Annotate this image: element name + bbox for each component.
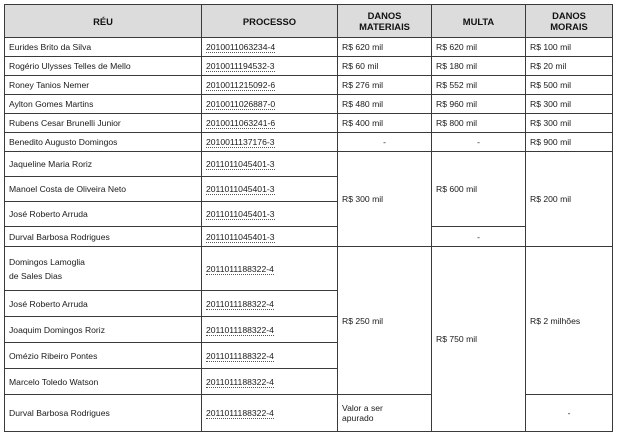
danos-morais-cell: - <box>526 395 613 432</box>
reu-cell: Durval Barbosa Rodrigues <box>5 395 202 432</box>
reu-cell <box>5 247 202 291</box>
reu-cell: Rogério Ulysses Telles de Mello <box>5 57 202 76</box>
processo-number[interactable]: 2011011188322-4 <box>206 350 274 361</box>
group1-multa-cell: R$ 600 mil <box>432 152 526 227</box>
reu-cell: Joaquim Domingos Roriz <box>5 317 202 343</box>
processo-cell[interactable] <box>202 202 338 227</box>
header-danos-morais <box>526 5 613 38</box>
processo-number[interactable]: 2011011045401-3 <box>206 159 275 169</box>
danos-materiais-cell: R$ 60 mil <box>338 57 432 76</box>
table-row <box>5 95 613 114</box>
table-row <box>5 247 613 291</box>
multa-cell: R$ 800 mil <box>432 114 526 133</box>
multa-cell: - <box>432 133 526 152</box>
processo-number[interactable]: 2011011188322-4 <box>206 324 274 335</box>
processo-cell[interactable] <box>202 227 338 247</box>
defendants-table <box>4 4 613 432</box>
group1-multa-durval-cell: - <box>432 227 526 247</box>
group1-danos-materiais-cell: R$ 300 mil <box>338 152 432 247</box>
reu-cell: Jaqueline Maria Roriz <box>5 152 202 177</box>
processo-cell[interactable] <box>202 247 338 291</box>
processo-cell[interactable] <box>202 177 338 202</box>
multa-cell: R$ 180 mil <box>432 57 526 76</box>
processo-number[interactable]: 2010011194532-3 <box>206 61 275 71</box>
reu-cell: Manoel Costa de Oliveira Neto <box>5 177 202 202</box>
table-row <box>5 133 613 152</box>
table-row <box>5 38 613 57</box>
table-row <box>5 57 613 76</box>
processo-number[interactable]: 2011011188322-4 <box>206 376 274 387</box>
multa-cell: R$ 552 mil <box>432 76 526 95</box>
reu-cell: Durval Barbosa Rodrigues <box>5 227 202 247</box>
danos-morais-cell: R$ 300 mil <box>526 95 613 114</box>
danos-morais-cell: R$ 500 mil <box>526 76 613 95</box>
reu-line2: de Sales Dias <box>9 270 63 281</box>
reu-cell: Marcelo Toledo Watson <box>5 369 202 395</box>
header-row <box>5 5 613 38</box>
processo-cell[interactable] <box>202 114 338 133</box>
reu-cell: Roney Tanios Nemer <box>5 76 202 95</box>
processo-number[interactable]: 2011011188322-4 <box>206 298 274 309</box>
table-row <box>5 152 613 177</box>
danos-materiais-cell <box>338 395 432 432</box>
processo-number[interactable]: 2011011188322-4 <box>206 263 274 274</box>
header-danos-morais-line2: MORAIS <box>550 21 588 32</box>
danos-morais-cell: R$ 20 mil <box>526 57 613 76</box>
reu-cell: José Roberto Arruda <box>5 291 202 317</box>
group2-danos-morais-cell: R$ 2 milhões <box>526 247 613 395</box>
materiais-line2: apurado <box>342 413 374 423</box>
header-danos-materiais-line2: MATERIAIS <box>359 21 410 32</box>
processo-number[interactable]: 2011011045401-3 <box>206 209 275 219</box>
processo-number[interactable]: 2010011215092-6 <box>206 80 276 90</box>
processo-number[interactable]: 2010011063241-6 <box>206 118 276 128</box>
table-row <box>5 114 613 133</box>
reu-cell: Eurides Brito da Silva <box>5 38 202 57</box>
reu-cell: Omézio Ribeiro Pontes <box>5 343 202 369</box>
processo-cell[interactable] <box>202 76 338 95</box>
danos-materiais-cell: R$ 400 mil <box>338 114 432 133</box>
header-danos-materiais <box>338 5 432 38</box>
processo-number[interactable]: 2011011045401-3 <box>206 184 275 194</box>
processo-cell[interactable] <box>202 133 338 152</box>
header-processo: PROCESSO <box>202 5 338 38</box>
materiais-line1: Valor a ser <box>342 403 383 413</box>
processo-cell[interactable] <box>202 95 338 114</box>
processo-number[interactable]: 2010011063234-4 <box>206 42 276 52</box>
header-reu: RÉU <box>5 5 202 38</box>
processo-cell[interactable] <box>202 38 338 57</box>
table-row <box>5 76 613 95</box>
danos-morais-cell: R$ 300 mil <box>526 114 613 133</box>
processo-cell[interactable] <box>202 317 338 343</box>
table-row <box>5 227 613 247</box>
reu-cell: Aylton Gomes Martins <box>5 95 202 114</box>
group2-danos-materiais-cell: R$ 250 mil <box>338 247 432 395</box>
processo-cell[interactable] <box>202 343 338 369</box>
processo-cell[interactable] <box>202 57 338 76</box>
processo-cell[interactable] <box>202 369 338 395</box>
danos-materiais-cell: R$ 276 mil <box>338 76 432 95</box>
processo-number[interactable]: 2010011026887-0 <box>206 99 276 109</box>
reu-cell: Rubens Cesar Brunelli Junior <box>5 114 202 133</box>
danos-morais-cell: R$ 100 mil <box>526 38 613 57</box>
header-danos-materiais-line1: DANOS <box>367 10 402 21</box>
danos-morais-cell: R$ 900 mil <box>526 133 613 152</box>
processo-cell[interactable] <box>202 395 338 432</box>
processo-number[interactable]: 2010011137176-3 <box>206 137 275 147</box>
multa-cell: R$ 960 mil <box>432 95 526 114</box>
processo-number[interactable]: 2011011045401-3 <box>206 231 275 242</box>
danos-materiais-cell: R$ 480 mil <box>338 95 432 114</box>
reu-cell: José Roberto Arruda <box>5 202 202 227</box>
processo-cell[interactable] <box>202 152 338 177</box>
danos-materiais-cell: R$ 620 mil <box>338 38 432 57</box>
reu-line1: Domingos Lamoglia <box>9 256 85 267</box>
header-multa: MULTA <box>432 5 526 38</box>
reu-cell: Benedito Augusto Domingos <box>5 133 202 152</box>
header-danos-morais-line1: DANOS <box>552 10 586 21</box>
group1-danos-morais-cell: R$ 200 mil <box>526 152 613 247</box>
multa-cell: R$ 620 mil <box>432 38 526 57</box>
group2-multa-cell: R$ 750 mil <box>432 247 526 432</box>
processo-number[interactable]: 2011011188322-4 <box>206 408 274 418</box>
danos-materiais-cell: - <box>338 133 432 152</box>
processo-cell[interactable] <box>202 291 338 317</box>
